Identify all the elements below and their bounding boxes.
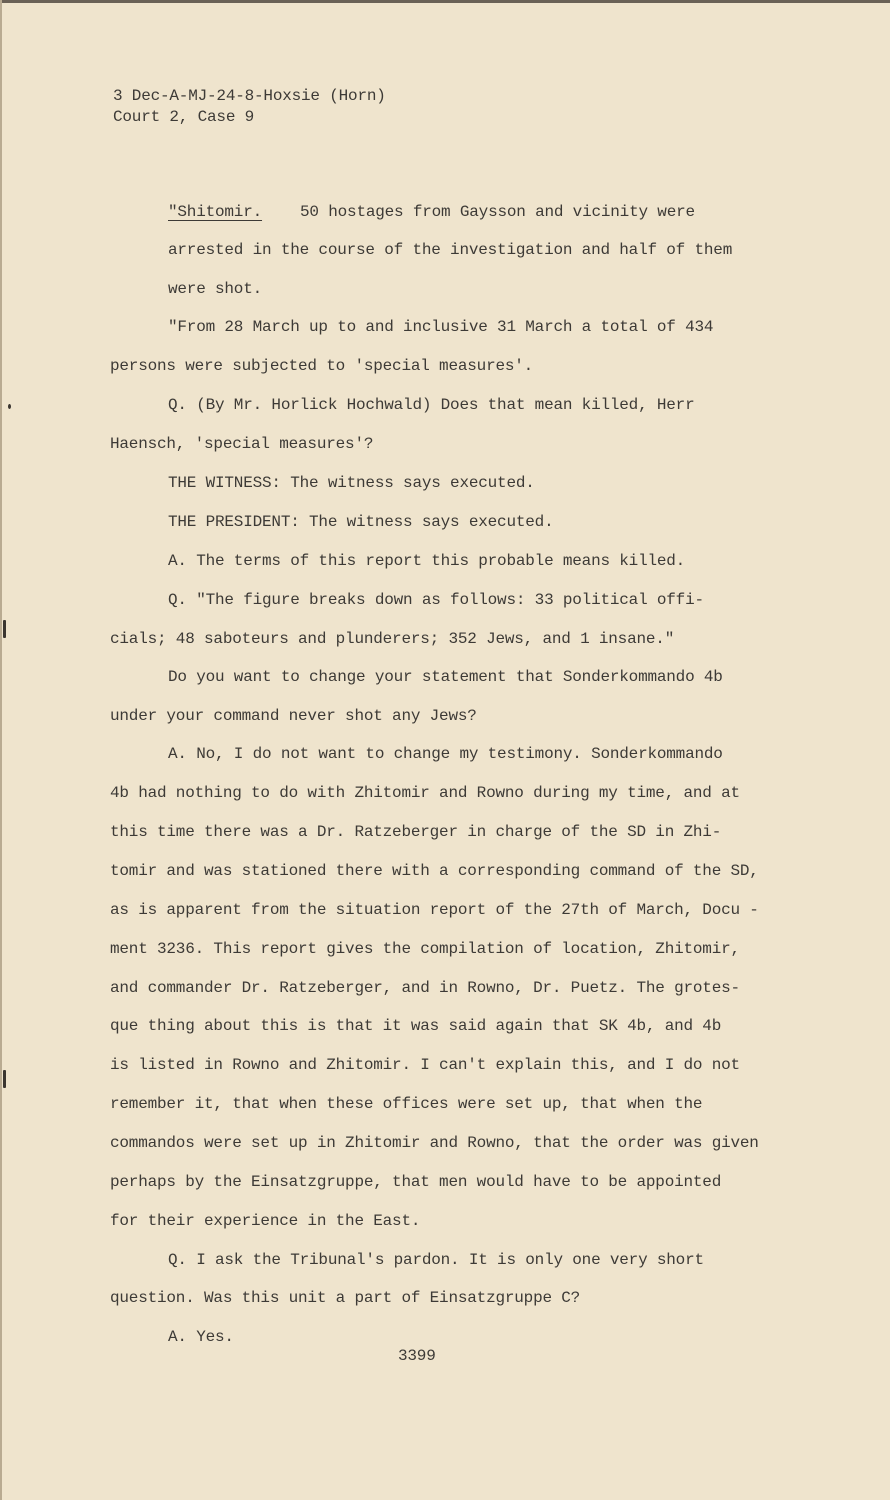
body-line-21: and commander Dr. Ratzeberger, and in Rowno, Dr. Puetz. The grotes- [110, 979, 740, 997]
body-line-24: remember it, that when these offices were set up, that when the [110, 1095, 703, 1113]
margin-mark [3, 620, 6, 638]
margin-mark [8, 404, 11, 409]
body-line-16: 4b had nothing to do with Zhitomir and Rowno during my time, and at [110, 784, 740, 802]
body-line-22: que thing about this is that it was said again that SK 4b, and 4b [110, 1017, 722, 1035]
document-header [113, 86, 386, 128]
body-line-12: cials; 48 saboteurs and plunderers; 352 Jews, and 1 insane." [110, 630, 675, 648]
body-line-8: THE WITNESS: The witness says executed. [168, 474, 535, 492]
body-line-19: as is apparent from the situation report of the 27th of March, Docu - [110, 901, 759, 919]
body-line-10: A. The terms of this report this probable means killed. [168, 552, 686, 570]
body-line-27: for their experience in the East. [110, 1212, 421, 1230]
body-line-29: question. Was this unit a part of Einsatzgruppe C? [110, 1289, 581, 1307]
body-line-2: arrested in the course of the investigation and half of them [168, 241, 733, 259]
header-court-case: Court 2, Case 9 [113, 108, 255, 126]
body-line-6: Q. (By Mr. Horlick Hochwald) Does that mean killed, Herr [168, 396, 695, 414]
body-line-28: Q. I ask the Tribunal's pardon. It is only one very short [168, 1251, 704, 1269]
page-number: 3399 [398, 1347, 436, 1365]
body-line-13: Do you want to change your statement that Sonderkommando 4b [168, 668, 723, 686]
page-left-edge [0, 0, 2, 1500]
body-line-26: perhaps by the Einsatzgruppe, that men would have to be appointed [110, 1173, 722, 1191]
body-line-3: were shot. [168, 280, 263, 298]
body-line-4: "From 28 March up to and inclusive 31 March a total of 434 [168, 318, 714, 336]
body-line-18: tomir and was stationed there with a corresponding command of the SD, [110, 862, 759, 880]
body-line-30: A. Yes. [168, 1328, 234, 1346]
body-line-25: commandos were set up in Zhitomir and Rowno, that the order was given [110, 1134, 759, 1152]
body-line-5: persons were subjected to 'special measures'. [110, 357, 534, 375]
body-line-14: under your command never shot any Jews? [110, 707, 477, 725]
margin-mark [3, 1070, 6, 1088]
body-line-1: "Shitomir. 50 hostages from Gaysson and vicinity were [168, 203, 695, 221]
body-line-9: THE PRESIDENT: The witness says executed. [168, 513, 554, 531]
body-line-11: Q. "The figure breaks down as follows: 33 political offi- [168, 591, 704, 609]
header-reference: 3 Dec-A-MJ-24-8-Hoxsie (Horn) [113, 87, 386, 105]
body-line-15: A. No, I do not want to change my testimony. Sonderkommando [168, 745, 723, 763]
body-line-20: ment 3236. This report gives the compilation of location, Zhitomir, [110, 940, 740, 958]
body-line-23: is listed in Rowno and Zhitomir. I can't explain this, and I do not [110, 1056, 740, 1074]
body-line-17: this time there was a Dr. Ratzeberger in charge of the SD in Zhi- [110, 823, 722, 841]
page-top-edge [0, 0, 890, 3]
body-line-7: Haensch, 'special measures'? [110, 435, 374, 453]
shitomir-heading: "Shitomir. [168, 203, 263, 221]
